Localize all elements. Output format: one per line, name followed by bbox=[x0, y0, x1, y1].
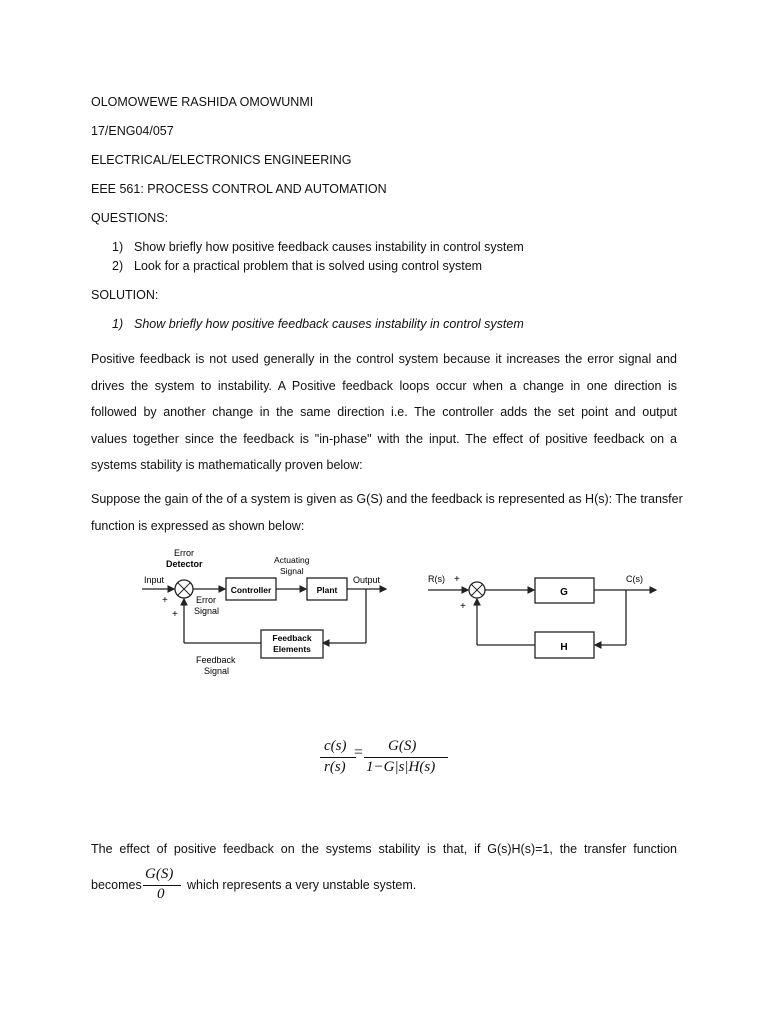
formula-equals: = bbox=[354, 744, 364, 761]
fraction-numerator: G(S) bbox=[145, 866, 174, 882]
paragraph-line: followed by another change in the same direction i.e. The controller adds the set point and output bbox=[91, 405, 677, 419]
summing-junction bbox=[469, 582, 485, 598]
input-label: Input bbox=[144, 575, 165, 585]
matric-number: 17/ENG04/057 bbox=[91, 124, 174, 138]
solution-heading: SOLUTION: bbox=[91, 288, 159, 302]
feedback-signal-label: Feedback bbox=[196, 655, 236, 665]
tail-text: which represents a very unstable system. bbox=[187, 878, 417, 892]
feedback-elements-label: Feedback bbox=[272, 633, 312, 643]
controller-label: Controller bbox=[230, 585, 272, 595]
formula-rhs-bar bbox=[364, 757, 448, 758]
question-number: 2) bbox=[112, 259, 124, 273]
solution-sub-text: Show briefly how positive feedback causes instability in control system bbox=[134, 317, 524, 331]
input-label: R(s) bbox=[428, 574, 445, 584]
question-text: Look for a practical problem that is solved using control system bbox=[134, 259, 483, 273]
paragraph-line: function is expressed as shown below: bbox=[91, 518, 305, 533]
question-item bbox=[112, 240, 524, 254]
fraction-denominator: 0 bbox=[157, 886, 165, 902]
solution-subheading bbox=[112, 317, 524, 331]
becomes-word: becomes bbox=[91, 878, 142, 892]
gh-block-diagram bbox=[426, 565, 661, 665]
plus-sign: + bbox=[460, 601, 466, 612]
student-name: OLOMOWEWE RASHIDA OMOWUNMI bbox=[91, 95, 314, 109]
paragraph-line: systems stability is mathematically proven below: bbox=[91, 458, 363, 472]
course-title: EEE 561: PROCESS CONTROL AND AUTOMATION bbox=[91, 182, 387, 196]
solution-sub-number: 1) bbox=[112, 317, 124, 331]
summing-junction bbox=[175, 580, 193, 598]
question-text: Show briefly how positive feedback causes instability in control system bbox=[134, 240, 524, 254]
paragraph-line: Positive feedback is not used generally in the control system because it increases the error signal and bbox=[91, 352, 677, 366]
paragraph-line: drives the system to instability. A Positive feedback loops occur when a change in one direction is bbox=[91, 378, 677, 393]
formula-lhs-denominator: r(s) bbox=[324, 759, 346, 775]
plus-sign: + bbox=[162, 595, 168, 606]
formula-rhs-numerator: G(S) bbox=[388, 738, 417, 754]
question-number: 1) bbox=[112, 240, 124, 254]
department: ELECTRICAL/ELECTRONICS ENGINEERING bbox=[91, 153, 352, 167]
paragraph-line: values together since the feedback is "in-phase" with the input. The effect of positive feedback on a bbox=[91, 431, 677, 446]
transfer-function-formula bbox=[318, 736, 458, 780]
formula-rhs-denominator: 1−G|s|H(s) bbox=[366, 759, 436, 775]
error-detector-label: Error bbox=[174, 548, 194, 558]
feedback-control-diagram bbox=[140, 545, 390, 680]
question-item bbox=[112, 259, 482, 273]
plus-sign: + bbox=[454, 574, 460, 585]
output-label: C(s) bbox=[626, 574, 643, 584]
questions-heading: QUESTIONS: bbox=[91, 211, 169, 225]
actuating-signal-label: Signal bbox=[280, 566, 304, 576]
feedback-signal-label: Signal bbox=[204, 666, 230, 676]
formula-lhs-bar bbox=[320, 757, 356, 758]
paragraph-2 bbox=[91, 486, 683, 539]
g-label: G bbox=[560, 587, 568, 598]
error-signal-label: Error bbox=[196, 595, 216, 605]
error-signal-label: Signal bbox=[194, 606, 220, 616]
h-label: H bbox=[560, 642, 568, 653]
output-label: Output bbox=[353, 575, 381, 585]
paragraph-1 bbox=[91, 346, 677, 479]
plant-label: Plant bbox=[316, 585, 338, 595]
plus-sign: + bbox=[172, 609, 178, 620]
paragraph-3 bbox=[91, 836, 677, 863]
formula-lhs-numerator: c(s) bbox=[324, 738, 347, 754]
actuating-signal-label: Actuating bbox=[274, 555, 310, 565]
becomes-line bbox=[91, 862, 491, 902]
error-detector-label: Detector bbox=[166, 559, 203, 569]
feedback-elements-label: Elements bbox=[273, 644, 311, 654]
paragraph-line: The effect of positive feedback on the systems stability is that, if G(s)H(s)=1, the transfer function bbox=[91, 842, 677, 856]
paragraph-line: Suppose the gain of the of a system is given as G(S) and the feedback is represented as H(s): The transfer bbox=[91, 492, 683, 506]
